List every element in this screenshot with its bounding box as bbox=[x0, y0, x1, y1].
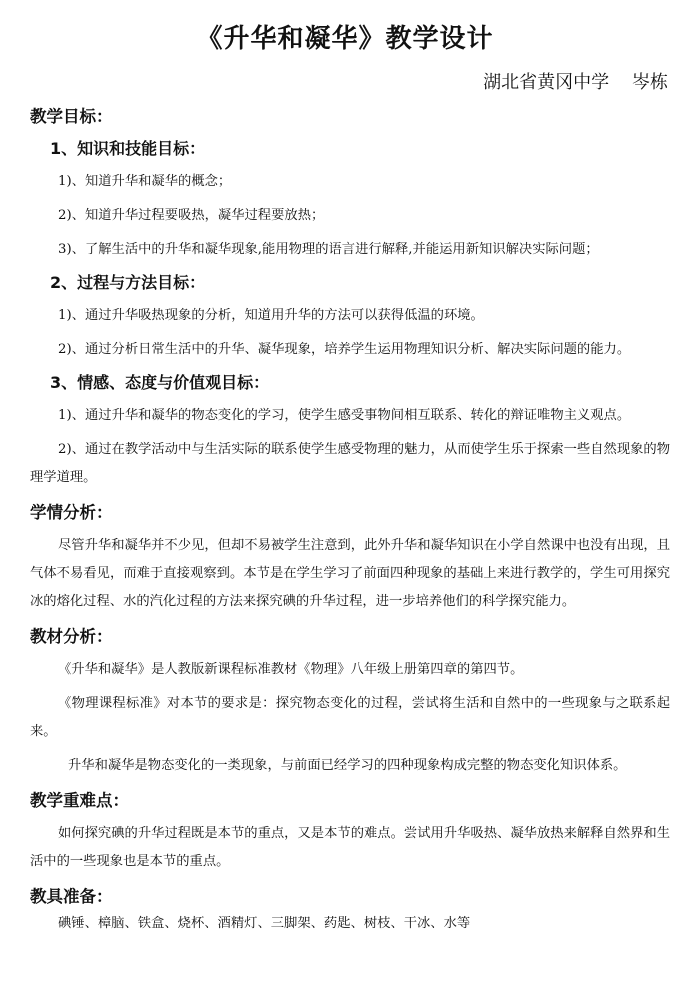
knowledge-item: 3)、了解生活中的升华和凝华现象,能用物理的语言进行解释,并能运用新知识解决实际问题； bbox=[58, 242, 599, 257]
keypoints-text: 如何探究碘的升华过程既是本节的重点，又是本节的难点。尝试用升华吸热、凝华放热来解释自然界和生活中的一些现象也是本节的重点。 bbox=[30, 826, 670, 869]
goals-heading: 教学目标： bbox=[30, 107, 113, 126]
process-heading: 2、过程与方法目标： bbox=[50, 273, 206, 292]
process-item: 1)、通过升华吸热现象的分析，知道用升华的方法可以获得低温的环境。 bbox=[58, 308, 484, 323]
material-paragraph: 升华和凝华是物态变化的一类现象，与前面已经学习的四种现象构成完整的物态变化知识体系。 bbox=[68, 758, 627, 773]
emotion-item: 2)、通过在教学活动中与生活实际的联系使学生感受物理的魅力，从而使学生乐于探索一些自然现象的物理学道理。 bbox=[30, 442, 671, 485]
students-heading: 学情分析： bbox=[30, 503, 113, 522]
material-heading: 教材分析： bbox=[30, 627, 113, 646]
tools-text: 碘锤、樟脑、铁盒、烧杯、酒精灯、三脚架、药匙、树枝、干冰、水等 bbox=[58, 916, 471, 931]
emotion-item: 1)、通过升华和凝华的物态变化的学习，使学生感受事物间相互联系、转化的辩证唯物主义观点。 bbox=[58, 408, 631, 423]
knowledge-item: 1)、知道升华和凝华的概念； bbox=[58, 174, 232, 189]
author-line: 湖北省黄冈中学 岑栋 bbox=[483, 72, 668, 93]
students-text: 尽管升华和凝华并不少见，但却不易被学生注意到，此外升华和凝华知识在小学自然课中也没有出现，且气体不易看见，而难于直接观察到。本节是在学生学习了前面四种现象的基础上来进行教学的，学生可用探究冰的熔化过程、水的汽化过程的方法来探究碘的升华过程，进一步培养他们的科学探究能力。 bbox=[30, 538, 670, 609]
emotion-heading: 3、情感、态度与价值观目标： bbox=[50, 373, 270, 392]
process-item: 2)、通过分析日常生活中的升华、凝华现象，培养学生运用物理知识分析、解决实际问题的能力。 bbox=[58, 342, 631, 357]
keypoints-heading: 教学重难点： bbox=[30, 791, 129, 810]
knowledge-item: 2)、知道升华过程要吸热，凝华过程要放热； bbox=[58, 208, 325, 223]
material-paragraph: 《升华和凝华》是人教版新课程标准教材《物理》八年级上册第四章的第四节。 bbox=[58, 662, 524, 677]
material-paragraph: 《物理课程标准》对本节的要求是：探究物态变化的过程，尝试将生活和自然中的一些现象与之联系起来。 bbox=[30, 696, 670, 739]
tools-heading: 教具准备： bbox=[30, 887, 113, 906]
page-title: 《升华和凝华》教学设计 bbox=[196, 24, 494, 54]
knowledge-heading: 1、知识和技能目标： bbox=[50, 139, 206, 158]
document-body bbox=[30, 104, 670, 938]
